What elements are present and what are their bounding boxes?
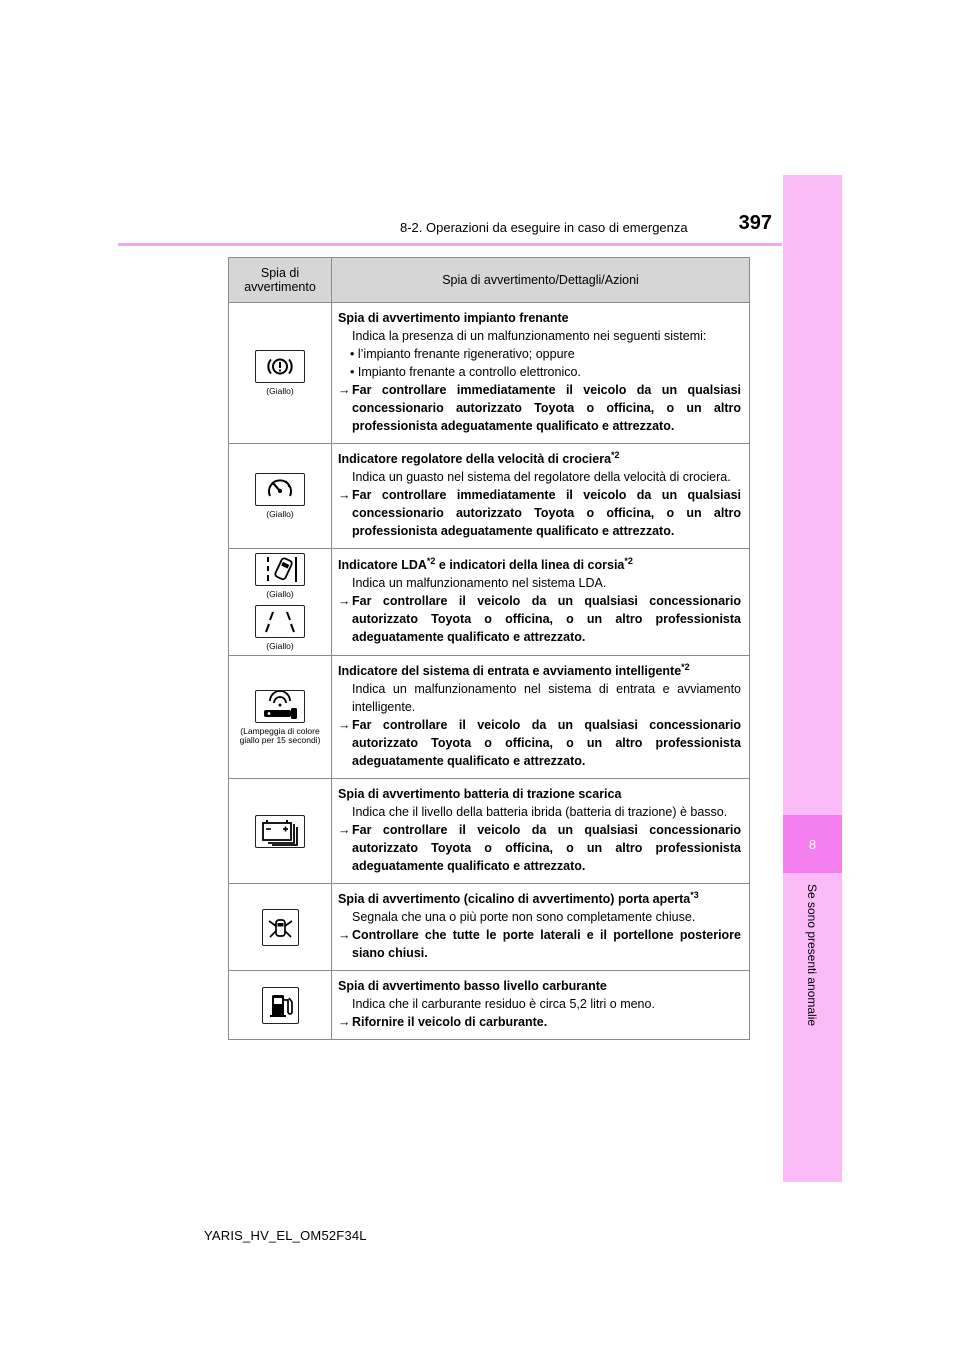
icon-caption: (Giallo) bbox=[266, 386, 294, 396]
chapter-side-strip bbox=[783, 175, 842, 1182]
smart-key-icon bbox=[255, 690, 305, 723]
entry-action: → Far controllare il veicolo da un qualsiasi concessionario autorizzato Toyota o officina, o un altro professionista adeguatamente qualificato e attrezzato. bbox=[338, 718, 741, 768]
entry-description: Indica che il carburante residuo è circa 5,2 litri o meno. bbox=[352, 997, 655, 1011]
table-row bbox=[229, 303, 750, 444]
table-row bbox=[229, 656, 750, 779]
entry-action: → Far controllare immediatamente il veicolo da un qualsiasi concessionario autorizzato Toyota o officina, o un altro professionista adeguatamente qualificato e attrezzato. bbox=[338, 488, 741, 538]
entry-action: → Controllare che tutte le porte laterali e il portellone posteriore siano chiusi. bbox=[338, 928, 741, 960]
details-cell bbox=[332, 549, 750, 656]
entry-description: Indica un guasto nel sistema del regolatore della velocità di crociera. bbox=[352, 470, 731, 484]
entry-title: Indicatore regolatore della velocità di crociera$^{*2}$ bbox=[338, 449, 620, 466]
hybrid-battery-icon bbox=[255, 815, 305, 848]
lane-line-icon bbox=[255, 605, 305, 638]
brake-system-icon bbox=[255, 350, 305, 383]
entry-title: Spia di avvertimento (cicalino di avvertimento) porta aperta$^{*3}$ bbox=[338, 889, 699, 906]
icon-cell bbox=[229, 971, 332, 1040]
entry-description: Indica la presenza di un malfunzionamento nei seguenti sistemi: bbox=[352, 329, 707, 343]
table-row bbox=[229, 549, 750, 656]
icon-caption: (Giallo) bbox=[266, 641, 294, 651]
header-rule bbox=[118, 243, 782, 246]
details-cell bbox=[332, 971, 750, 1040]
entry-description: Indica un malfunzionamento nel sistema di entrata e avviamento intelligente. bbox=[352, 682, 741, 714]
details-cell bbox=[332, 779, 750, 884]
table-header-row bbox=[229, 258, 750, 303]
entry-title: Spia di avvertimento impianto frenante bbox=[338, 311, 569, 325]
entry-action: → Far controllare il veicolo da un qualsiasi concessionario autorizzato Toyota o officina, o un altro professionista adeguatamente qualificato e attrezzato. bbox=[338, 823, 741, 873]
page-number: 397 bbox=[738, 212, 772, 234]
entry-description: Indica un malfunzionamento nel sistema LDA. bbox=[352, 576, 607, 590]
details-cell bbox=[332, 656, 750, 779]
icon-cell bbox=[229, 884, 332, 971]
entry-description: Indica che il livello della batteria ibrida (batteria di trazione) è basso. bbox=[352, 805, 728, 819]
table-row bbox=[229, 444, 750, 549]
entry-description: Segnala che una o più porte non sono completamente chiuse. bbox=[352, 910, 696, 924]
icon-cell bbox=[229, 549, 332, 656]
header-icon-column: Spia di avvertimento bbox=[229, 258, 332, 303]
icon-caption: (Lampeggia di colore giallo per 15 secondi) bbox=[239, 725, 321, 745]
icon-cell bbox=[229, 779, 332, 884]
entry-title: Spia di avvertimento basso livello carburante bbox=[338, 979, 607, 993]
lda-indicator-icon bbox=[255, 553, 305, 586]
icon-caption: (Giallo) bbox=[266, 589, 294, 599]
chapter-number: 8 bbox=[808, 836, 817, 852]
entry-action: → Rifornire il veicolo di carburante. bbox=[338, 1015, 548, 1029]
entry-action: → Far controllare immediatamente il veicolo da un qualsiasi concessionario autorizzato Toyota o officina, o un altro professionista adeguatamente qualificato e attrezzato. bbox=[338, 383, 741, 433]
icon-caption: (Giallo) bbox=[266, 509, 294, 519]
chapter-tab bbox=[783, 815, 842, 873]
icon-cell bbox=[229, 444, 332, 549]
icon-cell bbox=[229, 303, 332, 444]
cruise-control-icon bbox=[255, 473, 305, 506]
section-header: 8-2. Operazioni da eseguire in caso di emergenza bbox=[400, 220, 688, 235]
entry-bullet: • l’impianto frenante rigenerativo; oppure bbox=[338, 345, 741, 363]
entry-title: Spia di avvertimento batteria di trazione scarica bbox=[338, 787, 622, 801]
entry-title: Indicatore LDA$^{*2}$ e indicatori della linea di corsia$^{*2}$ bbox=[338, 555, 633, 572]
chapter-title: Se sono presenti anomalie bbox=[805, 883, 819, 1027]
details-cell bbox=[332, 884, 750, 971]
warning-lights-table bbox=[228, 257, 750, 1040]
table-row bbox=[229, 779, 750, 884]
entry-title: Indicatore del sistema di entrata e avviamento intelligente$^{*2}$ bbox=[338, 661, 690, 678]
fuel-low-icon bbox=[262, 987, 299, 1024]
table-row bbox=[229, 971, 750, 1040]
door-open-icon bbox=[262, 909, 299, 946]
header-details-column: Spia di avvertimento/Dettagli/Azioni bbox=[332, 258, 750, 303]
entry-bullet: • Impianto frenante a controllo elettronico. bbox=[338, 363, 741, 381]
document-code: YARIS_HV_EL_OM52F34L bbox=[204, 1228, 367, 1243]
details-cell bbox=[332, 303, 750, 444]
details-cell bbox=[332, 444, 750, 549]
icon-cell bbox=[229, 656, 332, 779]
table-row bbox=[229, 884, 750, 971]
entry-action: → Far controllare il veicolo da un qualsiasi concessionario autorizzato Toyota o officina, o un altro professionista adeguatamente qualificato e attrezzato. bbox=[338, 594, 741, 644]
